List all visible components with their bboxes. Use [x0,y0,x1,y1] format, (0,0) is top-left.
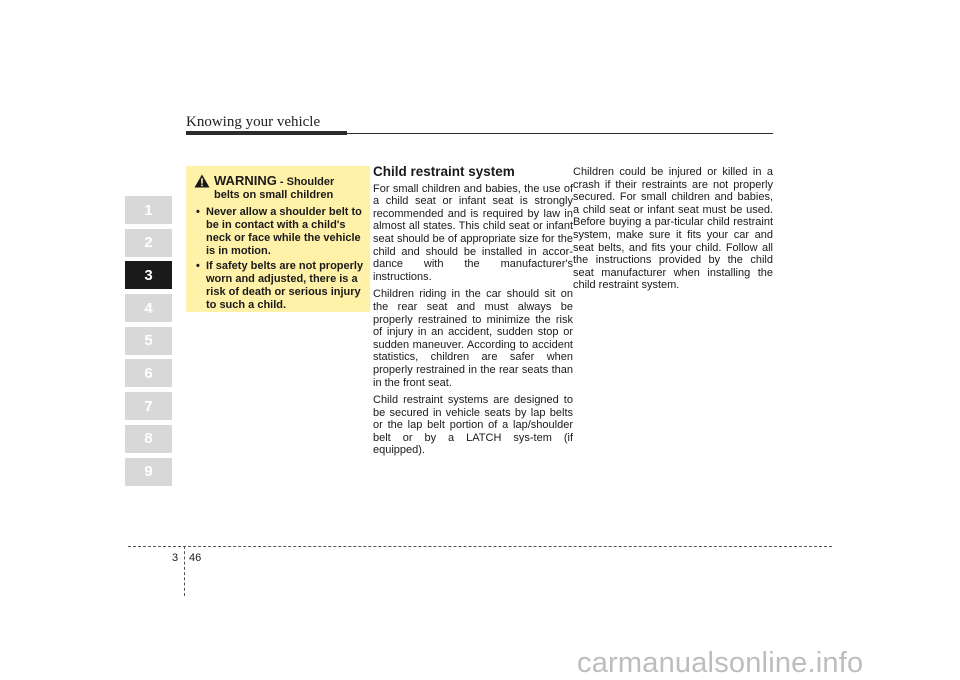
paragraph: Children riding in the car should sit on the rear seat and must always be properly restrained to minimize the risk of injury in an accident, sudden stop or sudden maneuver. According to accident statistics, children are safer when properly restrained in the rear seats than in the front seat. [373,288,573,389]
header-rule-thin [347,133,773,134]
chapter-tab-1[interactable]: 1 [125,196,172,224]
chapter-tab-7[interactable]: 7 [125,392,172,420]
chapter-tabs [125,196,172,490]
chapter-tab-8[interactable]: 8 [125,425,172,453]
chapter-tab-3[interactable]: 3 [125,261,172,289]
watermark: carmanualsonline.info [577,647,864,679]
warning-label: WARNING [214,173,277,188]
paragraph: Children could be injured or killed in a crash if their restraints are not properly secured. For small children and babies, a child seat or infant seat must be used. Before buying a par-ticular child restraint system, make sure it fits your car and seat belts, and fits your child. Follow all the instructions provided by the child seat manufacturer when installing the child restraint system. [573,166,773,292]
warning-triangle-icon [194,174,210,188]
warning-box [186,166,370,312]
warning-bullet: • Never allow a shoulder belt to be in contact with a child's neck or face while the vehicle is in motion. [194,206,364,258]
header-rule-thick [186,131,347,135]
paragraph: For small children and babies, the use of a child seat or infant seat is strongly recommended and is required by law in almost all states. This child seat or infant seat should be of appropriate size for the child and should be installed in accor-dance with the manufacturer's instructions. [373,182,573,283]
warning-subtitle-line1: - Shoulder [279,176,335,188]
section-heading: Child restraint system [373,164,515,179]
warning-list [194,206,364,312]
warning-heading [194,174,364,189]
footer-section-number: 3 [172,552,179,564]
footer-vertical-line [184,546,185,596]
right-column [573,166,773,297]
warning-bullet: • If safety belts are not properly worn and adjusted, there is a risk of death or serious injury to such a child. [194,260,364,312]
chapter-tab-9[interactable]: 9 [125,458,172,486]
chapter-tab-6[interactable]: 6 [125,359,172,387]
paragraph: Child restraint systems are designed to be secured in vehicle seats by lap belts or the lap belt portion of a lap/shoulder belt or by a LATCH sys-tem (if equipped). [373,394,573,457]
page-header-title: Knowing your vehicle [186,114,321,130]
footer-dashed-line [128,546,832,547]
chapter-tab-4[interactable]: 4 [125,294,172,322]
middle-column [373,166,573,462]
warning-subtitle-line2: belts on small children [214,189,334,201]
chapter-tab-2[interactable]: 2 [125,229,172,257]
footer-page-number: 46 [189,552,202,564]
chapter-tab-5[interactable]: 5 [125,327,172,355]
